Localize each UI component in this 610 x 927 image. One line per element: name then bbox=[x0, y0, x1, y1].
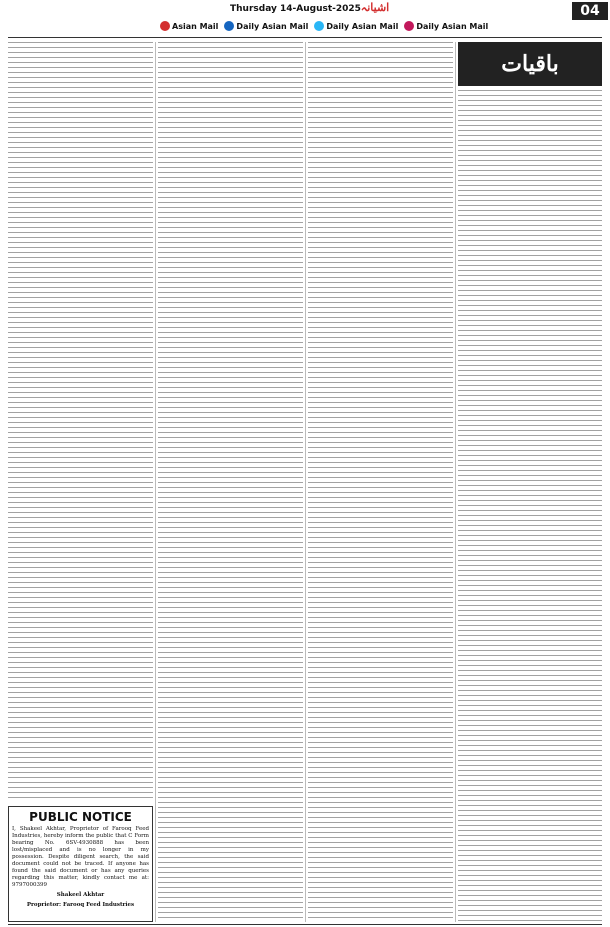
social-label: Daily Asian Mail bbox=[326, 21, 399, 31]
article-text bbox=[8, 42, 153, 802]
baqiyaat-banner: باقیات bbox=[458, 42, 602, 86]
article-text bbox=[158, 42, 303, 922]
social-links bbox=[160, 18, 570, 34]
public-notice bbox=[8, 806, 153, 922]
social-twitter[interactable] bbox=[314, 18, 398, 34]
issue-date: Thursday 14-August-2025 bbox=[230, 4, 361, 14]
column-divider bbox=[155, 42, 156, 922]
instagram-icon bbox=[404, 21, 414, 31]
facebook-icon bbox=[224, 21, 234, 31]
column-3 bbox=[308, 42, 453, 922]
newspaper-logo: اشیانہ bbox=[360, 1, 390, 14]
header-divider bbox=[8, 37, 602, 38]
notice-body: I, Shakeel Akhtar, Proprietor of Farooq Feed Industries, hereby inform the public that C Form bearing No. 6SV-4930888 has been lost/misplaced and is no longer in my possession. Despite diligent search, the said document could not be traced. If anyone has found the said document or has any queries regarding this matter, kindly contact me at: 9797000399 bbox=[12, 826, 149, 888]
twitter-icon bbox=[314, 21, 324, 31]
column-divider bbox=[455, 42, 456, 922]
article-text bbox=[308, 42, 453, 922]
article-text bbox=[458, 90, 602, 922]
social-label: Asian Mail bbox=[172, 21, 219, 31]
youtube-icon bbox=[160, 21, 170, 31]
notice-title: PUBLIC NOTICE bbox=[29, 810, 132, 824]
notice-proprietor: Proprietor: Farooq Feed Industries bbox=[26, 902, 135, 908]
social-label: Daily Asian Mail bbox=[236, 21, 309, 31]
notice-signature: Shakeel Akhtar bbox=[56, 892, 105, 898]
social-youtube[interactable] bbox=[160, 18, 218, 34]
social-instagram[interactable] bbox=[404, 18, 488, 34]
column-4 bbox=[458, 90, 602, 922]
column-1 bbox=[8, 42, 153, 802]
column-divider bbox=[305, 42, 306, 922]
column-2 bbox=[158, 42, 303, 922]
footer-divider bbox=[8, 924, 602, 925]
page-number: 04 bbox=[572, 2, 608, 20]
social-label: Daily Asian Mail bbox=[416, 21, 489, 31]
page-header bbox=[0, 0, 610, 40]
social-facebook[interactable] bbox=[224, 18, 308, 34]
